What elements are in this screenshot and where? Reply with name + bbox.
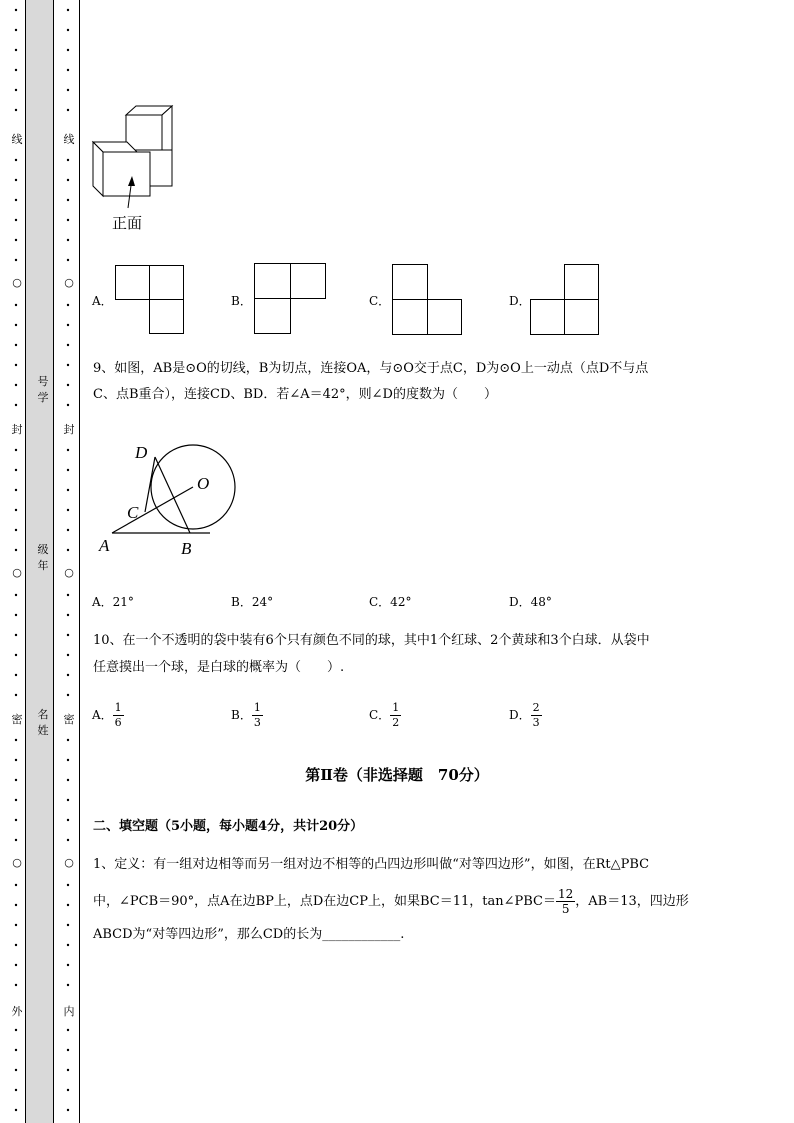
q10-option-d[interactable] <box>509 701 542 730</box>
outer-margin-word: 外 <box>11 1005 23 1018</box>
outer-margin-word: ○ <box>12 566 22 579</box>
outer-margin-word: 封 <box>11 423 23 436</box>
inner-dot-column <box>64 0 74 1123</box>
q9-circle-tangent-figure <box>95 435 245 560</box>
fraction-denominator: 2 <box>392 716 400 729</box>
figure-label-b: B <box>181 539 192 558</box>
student-number-label: 号学 <box>37 375 49 404</box>
outer-margin-word: ○ <box>12 276 22 289</box>
q10-text-line1: 10、在一个不透明的袋中装有6个只有颜色不同的球，其中1个红球、2个黄球和3个白球．从袋中 <box>93 633 650 648</box>
fraction-numerator: 2 <box>532 701 540 714</box>
figure-label-o: O <box>197 474 210 493</box>
fraction <box>390 701 401 730</box>
fraction <box>531 701 542 730</box>
figure-label-c: C <box>127 503 139 522</box>
q9-option-b[interactable]: B．24° <box>231 595 274 609</box>
part-two-title: 二、填空题（5小题，每小题4分，共计20分） <box>93 819 364 834</box>
q8-option-b-figure <box>254 263 328 335</box>
option-label: C． <box>369 708 391 722</box>
inner-margin-word: 内 <box>63 1005 75 1018</box>
cube-solid-figure <box>90 100 180 210</box>
q9-text-line2: C、点B重合），连接CD、BD．若∠A＝42°，则∠D的度数为（ ） <box>93 387 497 402</box>
fill1-text-line3: ABCD为“对等四边形”，那么CD的长为____________. <box>93 927 405 942</box>
binding-line <box>79 0 80 1123</box>
fill1-text-line2a: 中，∠PCB＝90°，点A在边BP上，点D在边CP上，如果BC＝11，tan∠PBC＝ <box>93 894 556 909</box>
fraction-numerator: 12 <box>558 887 574 901</box>
q8-option-a-label[interactable]: A． <box>92 294 113 308</box>
fraction-numerator: 1 <box>392 701 400 714</box>
outer-margin-word: 密 <box>11 713 23 726</box>
q10-text-line2: 任意摸出一个球，是白球的概率为（ ）. <box>93 660 345 675</box>
inner-margin-word: 线 <box>63 133 75 146</box>
option-label: D． <box>509 708 531 722</box>
q9-option-a[interactable]: A．21° <box>92 595 134 609</box>
q8-option-c-label[interactable]: C． <box>369 294 391 308</box>
front-view-caption: 正面 <box>112 214 143 232</box>
q10-option-a[interactable] <box>92 701 124 730</box>
fraction-denominator: 3 <box>253 716 261 729</box>
q10-option-b[interactable] <box>231 701 263 730</box>
option-label: A． <box>92 708 113 722</box>
fraction <box>113 701 124 730</box>
inner-margin-word: ○ <box>64 566 74 579</box>
fill1-text-line2 <box>93 887 689 916</box>
fraction-numerator: 1 <box>253 701 261 714</box>
tan-fraction <box>556 887 575 916</box>
fraction-numerator: 1 <box>114 701 122 714</box>
inner-margin-word: 密 <box>63 713 75 726</box>
fraction-denominator: 6 <box>114 716 122 729</box>
q8-option-d-figure <box>530 264 602 336</box>
inner-margin-word: 封 <box>63 423 75 436</box>
q8-option-c-figure <box>392 264 464 336</box>
q8-option-d-label[interactable]: D． <box>509 294 531 308</box>
name-label: 名姓 <box>37 708 49 737</box>
fraction-denominator: 3 <box>532 716 540 729</box>
inner-margin-word: ○ <box>64 276 74 289</box>
outer-dot-column <box>12 0 22 1123</box>
outer-margin-word: ○ <box>12 856 22 869</box>
q8-option-b-label[interactable]: B． <box>231 294 252 308</box>
outer-margin-word: 线 <box>11 133 23 146</box>
q9-option-d[interactable]: D．48° <box>509 595 552 609</box>
inner-margin-word: ○ <box>64 856 74 869</box>
q9-option-c[interactable]: C．42° <box>369 595 412 609</box>
option-label: B． <box>231 708 252 722</box>
fraction-denominator: 5 <box>561 902 570 916</box>
fraction <box>252 701 263 730</box>
fill1-text-line1: 1、定义：有一组对边相等而另一组对边不相等的凸四边形叫做“对等四边形”，如图，在Rt△PBC <box>93 857 650 872</box>
figure-label-a: A <box>99 536 110 555</box>
figure-label-d: D <box>135 443 148 462</box>
section-title: 第Ⅱ卷（非选择题 70分） <box>305 766 489 784</box>
grade-label: 级年 <box>37 543 49 572</box>
q10-option-c[interactable] <box>369 701 401 730</box>
q9-text-line1: 9、如图，AB是⊙O的切线，B为切点，连接OA，与⊙O交于点C，D为⊙O上一动点（点D不与点 <box>93 361 649 376</box>
fill1-text-line2b: ，AB＝13，四边形 <box>575 894 689 909</box>
q8-option-a-figure <box>115 265 185 335</box>
